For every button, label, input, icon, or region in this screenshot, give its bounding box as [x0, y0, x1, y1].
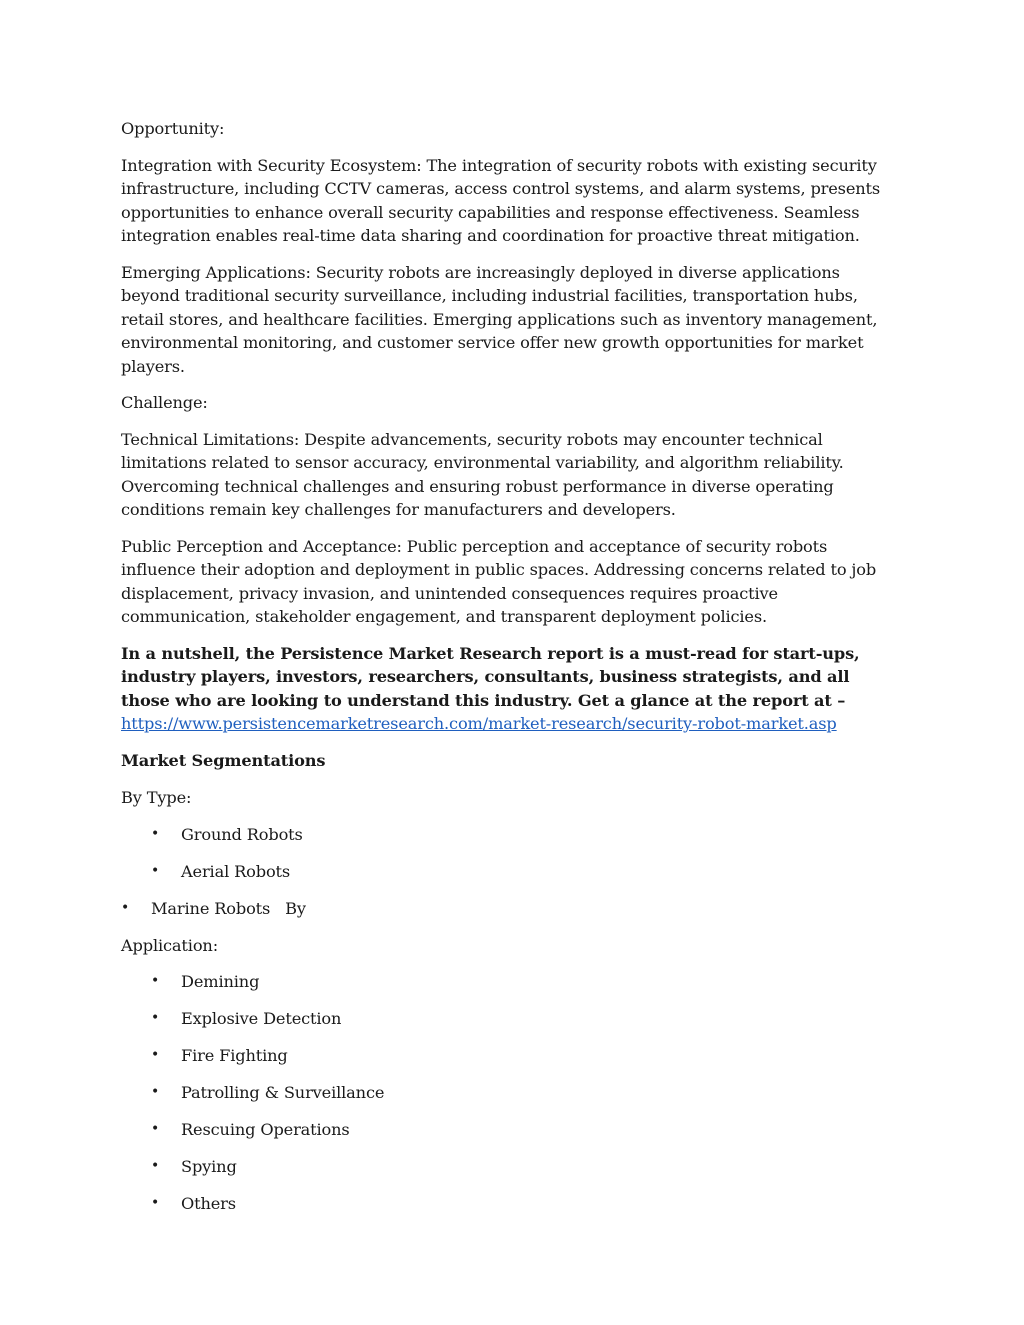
type-list-outdented: [121, 897, 891, 921]
list-item: [121, 860, 891, 884]
list-item: [121, 1192, 891, 1216]
list-item: [121, 1155, 891, 1179]
market-segmentations-heading: Market Segmentations: [121, 750, 326, 770]
challenge-paragraph-technical: Technical Limitations: Despite advancements, security robots may encounter technical limitations related to sensor accuracy, environmental variability, and algorithm reliability. Overcoming technical challenges and ensuring robust performance in diverse operating conditions remain key challenges for manufacturers and developers.: [121, 429, 844, 519]
challenge-paragraph-perception: Public Perception and Acceptance: Public perception and acceptance of security robots influence their adoption and deployment in public spaces. Addressing concerns related to job displacement, privacy invasion, and unintended consequences requires proactive communication, stakeholder engagement, and transparent deployment policies.: [121, 536, 877, 626]
list-item: [121, 970, 891, 994]
bullet-icon: •: [121, 899, 130, 916]
list-item-label: Spying: [181, 1157, 237, 1176]
list-item: [121, 1118, 891, 1142]
report-link[interactable]: https://www.persistencemarketresearch.com/market-research/security-robot-market.asp: [121, 714, 837, 733]
list-item: [121, 1007, 891, 1031]
list-item: [121, 1044, 891, 1068]
bullet-icon: •: [151, 1047, 160, 1063]
bullet-icon: •: [151, 862, 160, 879]
opportunity-paragraph-integration: Integration with Security Ecosystem: The integration of security robots with existing security infrastructure, including CCTV cameras, access control systems, and alarm systems, presents opportunities to enhance overall security capabilities and response effectiveness. Seamless integration enables real-time data sharing and coordination for proactive threat mitigation.: [121, 155, 881, 245]
list-item-label: Demining: [181, 972, 260, 991]
document-page: [121, 117, 891, 1229]
bullet-icon: •: [151, 1158, 160, 1174]
nutshell-text: In a nutshell, the Persistence Market Research report is a must-read for start-ups, industry players, investors, researchers, consultants, business strategists, and all those who are looking to understand this industry. Get a glance at the report at –: [121, 643, 860, 710]
opportunity-label: Opportunity:: [121, 119, 225, 138]
list-item-label: Others: [181, 1194, 236, 1213]
application-label: Application:: [121, 935, 218, 955]
bullet-icon: •: [151, 1121, 160, 1137]
bullet-icon: •: [151, 1195, 160, 1211]
challenge-label: Challenge:: [121, 393, 208, 412]
bullet-icon: •: [151, 825, 160, 842]
by-type-label: By Type:: [121, 788, 192, 807]
list-item: [121, 823, 891, 847]
bullet-icon: •: [151, 973, 160, 989]
list-item: [121, 897, 891, 921]
bullet-icon: •: [151, 1084, 160, 1100]
opportunity-paragraph-emerging: Emerging Applications: Security robots are increasingly deployed in diverse applications beyond traditional security surveillance, including industrial facilities, transportation hubs, retail stores, and healthcare facilities. Emerging applications such as inventory management, environmental monitoring, and customer service offer new growth opportunities for market players.: [121, 262, 878, 376]
list-item-label: Explosive Detection: [181, 1009, 342, 1028]
list-item-label: Aerial Robots: [181, 861, 291, 881]
nutshell-paragraph: [121, 642, 891, 736]
list-item-label: Ground Robots: [181, 824, 303, 844]
bullet-icon: •: [151, 1010, 160, 1026]
list-item-label: Rescuing Operations: [181, 1120, 350, 1139]
list-item-label: Marine Robots By: [151, 898, 306, 918]
list-item-label: Fire Fighting: [181, 1046, 288, 1065]
application-list: [121, 970, 891, 1216]
type-list: [121, 823, 891, 884]
list-item: [121, 1081, 891, 1105]
list-item-label: Patrolling & Surveillance: [181, 1083, 385, 1102]
